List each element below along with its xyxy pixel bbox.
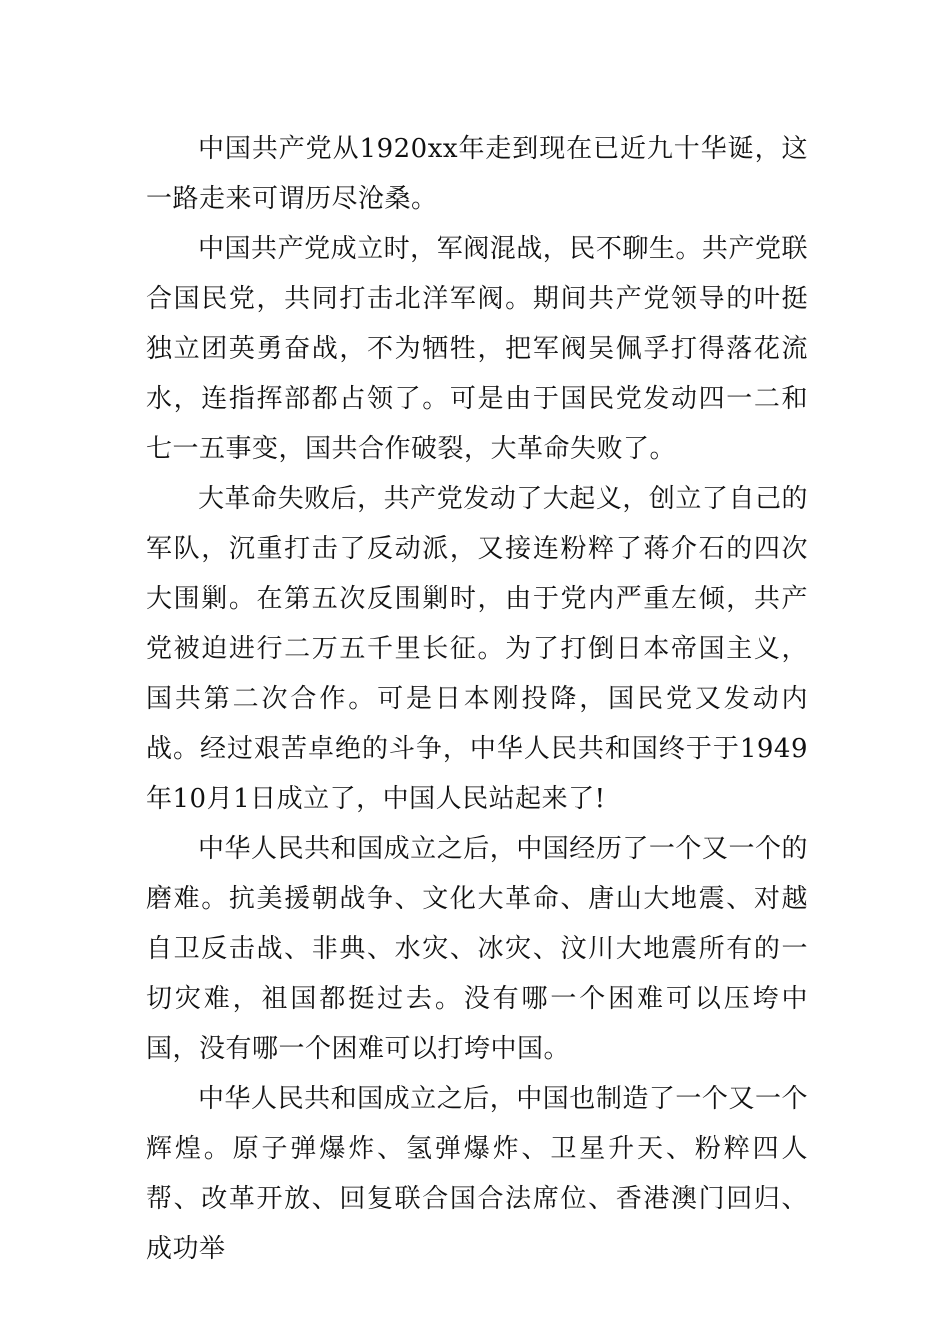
paragraph-3: 大革命失败后，共产党发动了大起义，创立了自己的军队，沉重打击了反动派，又接连粉粹了蒋介石的四次大围剿。在第五次反围剿时，由于党内严重左倾，共产党被迫进行二万五千里长征。为了打倒日本帝国主义，国共第二次合作。可是日本刚投降，国民党又发动内战。经过艰苦卓绝的斗争，中华人民共和国终于于1949年10月1日成立了，中国人民站起来了! xyxy=(146,484,808,814)
paragraph-4: 中华人民共和国成立之后，中国经历了一个又一个的磨难。抗美援朝战争、文化大革命、唐山大地震、对越自卫反击战、非典、水灾、冰灾、汶川大地震所有的一切灾难，祖国都挺过去。没有哪一个困难可以压垮中国，没有哪一个困难可以打垮中国。 xyxy=(146,834,808,1064)
paragraph-2: 中国共产党成立时，军阀混战，民不聊生。共产党联合国民党，共同打击北洋军阀。期间共产党领导的叶挺独立团英勇奋战，不为牺牲，把军阀吴佩孚打得落花流水，连指挥部都占领了。可是由于国民党发动四一二和七一五事变，国共合作破裂，大革命失败了。 xyxy=(146,234,808,464)
paragraph-1: 中国共产党从1920xx年走到现在已近九十华诞，这一路走来可谓历尽沧桑。 xyxy=(146,134,808,214)
paragraph-5: 中华人民共和国成立之后，中国也制造了一个又一个辉煌。原子弹爆炸、氢弹爆炸、卫星升天、粉粹四人帮、改革开放、回复联合国合法席位、香港澳门回归、成功举 xyxy=(146,1084,808,1264)
document-body xyxy=(146,124,808,1274)
